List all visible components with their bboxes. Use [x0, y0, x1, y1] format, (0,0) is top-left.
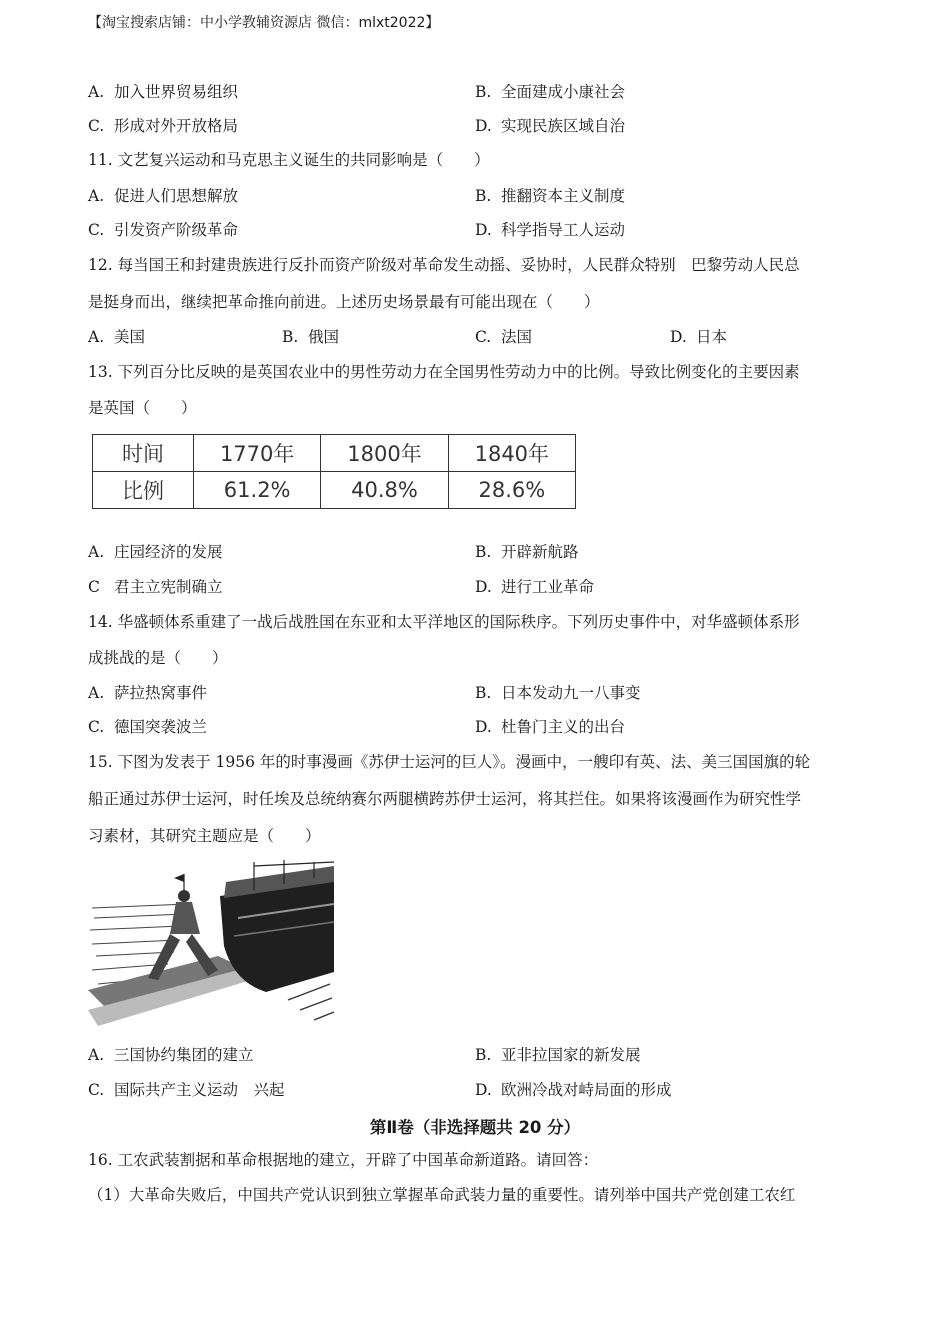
- q13-data-table: [92, 434, 576, 509]
- table-cell: 时间: [93, 435, 194, 472]
- q14-stem-line2: 成挑战的是（ ）: [88, 649, 228, 667]
- q15-option-a: A. 三国协约集团的建立: [88, 1046, 254, 1064]
- q13-stem-line1: 13. 下列百分比反映的是英国农业中的男性劳动力在全国男性劳动力中的比例。导致比例变化的主要因素: [88, 363, 800, 381]
- q12-option-d: D. 日本: [670, 328, 728, 346]
- q16-sub1-stem: （1）大革命失败后，中国共产党认识到独立掌握革命武装力量的重要性。请列举中国共产党创建工农红: [88, 1186, 796, 1204]
- q14-option-b: B. 日本发动九一八事变: [475, 684, 641, 702]
- section-2-title: 第Ⅱ卷（非选择题共 20 分）: [369, 1118, 581, 1137]
- table-cell: 1770年: [194, 435, 321, 472]
- table-cell: 61.2%: [194, 472, 321, 509]
- q11-option-d: D. 科学指导工人运动: [475, 221, 626, 239]
- q13-option-b: B. 开辟新航路: [475, 543, 579, 561]
- q15-option-b: B. 亚非拉国家的新发展: [475, 1046, 641, 1064]
- q10-option-b: B. 全面建成小康社会: [475, 83, 626, 101]
- q14-option-d: D. 杜鲁门主义的出台: [475, 718, 626, 736]
- suez-canal-cartoon-illustration: [88, 860, 336, 1028]
- q11-option-b: B. 推翻资本主义制度: [475, 187, 626, 205]
- q15-stem-line3: 习素材，其研究主题应是（ ）: [88, 827, 321, 845]
- q14-option-c: C. 德国突袭波兰: [88, 718, 208, 736]
- table-cell: 28.6%: [448, 472, 575, 509]
- q14-option-a: A. 萨拉热窝事件: [88, 684, 208, 702]
- q12-option-a: A. 美国: [88, 328, 146, 346]
- q15-option-c: C. 国际共产主义运动 兴起: [88, 1081, 285, 1099]
- q10-option-d: D. 实现民族区域自治: [475, 117, 626, 135]
- q13-option-d: D. 进行工业革命: [475, 578, 595, 596]
- q15-stem-line1: 15. 下图为发表于 1956 年的时事漫画《苏伊士运河的巨人》。漫画中，一艘印有英、法、美三国国旗的轮: [88, 753, 811, 771]
- q11-stem: 11. 文艺复兴运动和马克思主义诞生的共同影响是（ ）: [88, 151, 490, 169]
- q12-stem-line1: 12. 每当国王和封建贵族进行反扑而资产阶级对革命发生动摇、妥协时，人民群众特别 巴黎劳动人民总: [88, 256, 800, 274]
- q15-option-d: D. 欧洲冷战对峙局面的形成: [475, 1081, 672, 1099]
- q14-stem-line1: 14. 华盛顿体系重建了一战后战胜国在东亚和太平洋地区的国际秩序。下列历史事件中，对华盛顿体系形: [88, 613, 800, 631]
- q16-stem: 16. 工农武装割据和革命根据地的建立，开辟了中国革命新道路。请回答：: [88, 1151, 599, 1169]
- table-cell: 1840年: [448, 435, 575, 472]
- q11-option-c: C. 引发资产阶级革命: [88, 221, 239, 239]
- q13-option-c: C 君主立宪制确立: [88, 578, 223, 596]
- table-cell: 40.8%: [321, 472, 448, 509]
- q12-option-b: B. 俄国: [282, 328, 340, 346]
- q13-option-a: A. 庄园经济的发展: [88, 543, 223, 561]
- q15-stem-line2: 船正通过苏伊士运河，时任埃及总统纳赛尔两腿横跨苏伊士运河，将其拦住。如果将该漫画作为研究性学: [88, 790, 802, 808]
- q10-option-a: A. 加入世界贸易组织: [88, 83, 239, 101]
- q13-stem-line2: 是英国（ ）: [88, 399, 197, 417]
- table-row: [93, 472, 576, 509]
- q12-option-c: C. 法国: [475, 328, 533, 346]
- table-cell: 比例: [93, 472, 194, 509]
- table-cell: 1800年: [321, 435, 448, 472]
- q11-option-a: A. 促进人们思想解放: [88, 187, 239, 205]
- q10-option-c: C. 形成对外开放格局: [88, 117, 239, 135]
- table-header-row: [93, 435, 576, 472]
- q12-stem-line2: 是挺身而出，继续把革命推向前进。上述历史场景最有可能出现在（ ）: [88, 293, 600, 311]
- header-shop-note: 【淘宝搜索店铺：中小学教辅资源店 微信：mlxt2022】: [88, 15, 440, 31]
